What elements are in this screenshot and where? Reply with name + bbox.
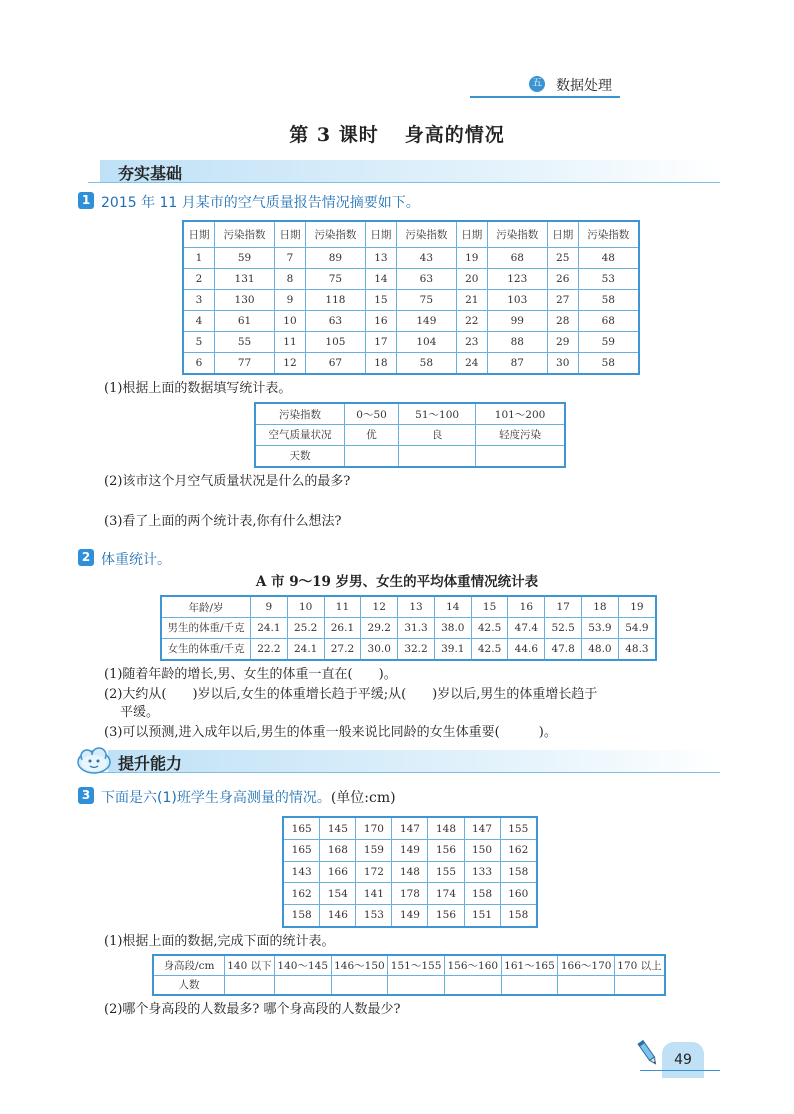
- table-cell: 59: [214, 248, 274, 269]
- table-cell: 22.2: [251, 638, 288, 660]
- table-cell: 162: [500, 840, 537, 862]
- table-cell: 99: [487, 310, 547, 331]
- table-cell: [225, 975, 275, 995]
- unit-title: 数据处理: [556, 78, 612, 94]
- table-cell: 151: [464, 904, 500, 927]
- table-cell: 63: [305, 310, 365, 331]
- table-cell: 77: [214, 352, 274, 374]
- table-cell: 2: [183, 268, 214, 289]
- table-cell: 158: [500, 904, 537, 927]
- table-cell: [615, 975, 666, 995]
- table-row: [255, 403, 565, 425]
- table-cell: 19: [456, 248, 487, 269]
- table-cell: 38.0: [434, 618, 471, 639]
- table-cell: 166～170: [558, 955, 615, 975]
- table-cell: 3: [183, 289, 214, 310]
- question-text: [101, 787, 396, 807]
- table-cell: 58: [396, 352, 456, 374]
- table-cell: 130: [214, 289, 274, 310]
- table-cell: 118: [305, 289, 365, 310]
- table-cell: 良: [399, 425, 476, 446]
- table-cell: 59: [578, 331, 639, 352]
- table-cell: 13: [398, 596, 435, 618]
- unit-badge: 五: [529, 76, 545, 92]
- table-cell: 53.9: [582, 618, 619, 639]
- lesson-number: 第 3 课时: [289, 124, 379, 146]
- table-cell: 158: [500, 861, 537, 883]
- table-cell: 165: [283, 817, 320, 840]
- table-cell: [345, 445, 399, 467]
- table-cell: 75: [396, 289, 456, 310]
- table-row: [183, 248, 639, 269]
- table-cell: 15: [471, 596, 508, 618]
- table-cell: 10: [275, 310, 306, 331]
- table-cell: 13: [366, 248, 397, 269]
- table-cell: 14: [434, 596, 471, 618]
- table-cell: 149: [396, 310, 456, 331]
- table-cell: 11: [275, 331, 306, 352]
- table-cell: 149: [392, 904, 428, 927]
- question-text: 体重统计。: [101, 552, 171, 568]
- table-row: [283, 883, 537, 905]
- table-cell: 149: [392, 840, 428, 862]
- table-row: [283, 904, 537, 927]
- table-cell: [274, 975, 331, 995]
- table-header-cell: 污染指数: [214, 221, 274, 248]
- table-cell: 67: [305, 352, 365, 374]
- table-cell: 155: [428, 861, 464, 883]
- table-header-cell: 污染指数: [578, 221, 639, 248]
- pencil-icon: [636, 1038, 660, 1068]
- table-cell: 39.1: [434, 638, 471, 660]
- table-cell: 55: [214, 331, 274, 352]
- table-cell: 140～145: [274, 955, 331, 975]
- table-cell: 25.2: [287, 618, 324, 639]
- table-row: [255, 445, 565, 467]
- table-cell: 161～165: [501, 955, 558, 975]
- question-sub-2: (2)大约从( )岁以后,女生的体重增长趋于平缓;从( )岁以后,男生的体重增长趋于: [104, 687, 598, 702]
- table-cell: 10: [287, 596, 324, 618]
- question-sub-2-cont: 平缓。: [120, 705, 160, 720]
- section-bar-advanced: [108, 750, 720, 772]
- table-cell: 30.0: [361, 638, 398, 660]
- table-cell: 51～100: [399, 403, 476, 425]
- table-cell: 女生的体重/千克: [161, 638, 251, 660]
- table-cell: 170 以上: [615, 955, 666, 975]
- question-text: 2015 年 11 月某市的空气质量报告情况摘要如下。: [101, 195, 420, 211]
- table-cell: 165: [283, 840, 320, 862]
- table-row: [283, 840, 537, 862]
- section-title-basic: 夯实基础: [118, 164, 183, 183]
- table-cell: 153: [356, 904, 392, 927]
- table-cell: 170: [356, 817, 392, 840]
- table-row: [153, 955, 665, 975]
- table-cell: 26: [547, 268, 578, 289]
- table-cell: 147: [392, 817, 428, 840]
- table-cell: 48.3: [618, 638, 656, 660]
- section-rule-basic: [88, 182, 720, 183]
- table-cell: 人数: [153, 975, 225, 995]
- table-cell: [444, 975, 501, 995]
- table-cell: 150: [464, 840, 500, 862]
- table-header-cell: 日期: [183, 221, 214, 248]
- table-cell: 158: [464, 883, 500, 905]
- table-cell: 48: [578, 248, 639, 269]
- question-number: 3: [78, 787, 94, 804]
- table-row: [183, 289, 639, 310]
- table-cell: 22: [456, 310, 487, 331]
- table-cell: 28: [547, 310, 578, 331]
- table-cell: 27.2: [324, 638, 361, 660]
- table-row: [161, 596, 656, 618]
- table-cell: 26.1: [324, 618, 361, 639]
- table-cell: 24.1: [287, 638, 324, 660]
- table-cell: 58: [578, 352, 639, 374]
- table-cell: 63: [396, 268, 456, 289]
- table-cell: 1: [183, 248, 214, 269]
- table-cell: 166: [320, 861, 356, 883]
- question-sub-1: (1)根据上面的数据填写统计表。: [104, 381, 292, 396]
- question-sub-1: (1)随着年龄的增长,男、女生的体重一直在( )。: [104, 667, 397, 682]
- table-cell: 29: [547, 331, 578, 352]
- table-cell: 优: [345, 425, 399, 446]
- table-cell: 空气质量状况: [255, 425, 345, 446]
- table-cell: 16: [366, 310, 397, 331]
- table-cell: 24: [456, 352, 487, 374]
- question-sub-2: (2)该市这个月空气质量状况是什么的最多?: [104, 474, 351, 489]
- table-cell: 7: [275, 248, 306, 269]
- table-cell: [331, 975, 388, 995]
- question-sub-2: (2)哪个身高段的人数最多? 哪个身高段的人数最少?: [104, 1002, 401, 1017]
- table-cell: 101～200: [476, 403, 565, 425]
- question-text-main: 下面是六(1)班学生身高测量的情况。: [101, 790, 331, 806]
- table-cell: 27: [547, 289, 578, 310]
- table-cell: 123: [487, 268, 547, 289]
- table-row: [153, 975, 665, 995]
- table-cell: 18: [582, 596, 619, 618]
- table-cell: 75: [305, 268, 365, 289]
- question-number: 2: [78, 549, 94, 566]
- weight-stat-table: [160, 595, 657, 661]
- table-cell: 178: [392, 883, 428, 905]
- table-cell: 25: [547, 248, 578, 269]
- table-cell: 159: [356, 840, 392, 862]
- question-sub-3: (3)可以预测,进入成年以后,男生的体重一般来说比同龄的女生体重要( )。: [104, 725, 557, 740]
- page-number-rule: [640, 1070, 720, 1071]
- section-title-advanced: 提升能力: [118, 754, 183, 773]
- table-cell: 42.5: [471, 638, 508, 660]
- table-cell: 154: [320, 883, 356, 905]
- table-cell: 89: [305, 248, 365, 269]
- table-cell: 156: [428, 904, 464, 927]
- table-header-cell: 日期: [275, 221, 306, 248]
- table-cell: 15: [366, 289, 397, 310]
- section-rule-advanced: [88, 772, 720, 773]
- section-bar-basic: [100, 160, 720, 182]
- table-cell: 4: [183, 310, 214, 331]
- table-cell: 58: [578, 289, 639, 310]
- height-stat-table: [152, 954, 666, 996]
- table-header-cell: 日期: [547, 221, 578, 248]
- table-cell: 133: [464, 861, 500, 883]
- table-cell: 30: [547, 352, 578, 374]
- table-cell: 6: [183, 352, 214, 374]
- table-cell: 68: [487, 248, 547, 269]
- table-row: [255, 425, 565, 446]
- table-cell: 轻度污染: [476, 425, 565, 446]
- table-cell: 污染指数: [255, 403, 345, 425]
- question-number: 1: [78, 192, 94, 209]
- table-cell: [476, 445, 565, 467]
- table-cell: 155: [500, 817, 537, 840]
- table-cell: 158: [283, 904, 320, 927]
- table-cell: 20: [456, 268, 487, 289]
- table-cell: 23: [456, 331, 487, 352]
- table-cell: 0～50: [345, 403, 399, 425]
- table-cell: 141: [356, 883, 392, 905]
- table-cell: 9: [275, 289, 306, 310]
- table-cell: 68: [578, 310, 639, 331]
- table-cell: 54.9: [618, 618, 656, 639]
- table-cell: 61: [214, 310, 274, 331]
- table-cell: 42.5: [471, 618, 508, 639]
- question-unit: (单位:cm): [330, 790, 396, 806]
- table-cell: 162: [283, 883, 320, 905]
- page-title: [0, 120, 794, 147]
- table-cell: [501, 975, 558, 995]
- table-cell: 43: [396, 248, 456, 269]
- table-cell: 21: [456, 289, 487, 310]
- table-cell: 年龄/岁: [161, 596, 251, 618]
- table-cell: [388, 975, 445, 995]
- table-row: [283, 861, 537, 883]
- table-cell: 47.8: [545, 638, 582, 660]
- table-header-cell: 日期: [366, 221, 397, 248]
- table-cell: 148: [428, 817, 464, 840]
- table-cell: 147: [464, 817, 500, 840]
- table-cell: 131: [214, 268, 274, 289]
- table-cell: [399, 445, 476, 467]
- table-cell: 8: [275, 268, 306, 289]
- table-header-cell: 污染指数: [305, 221, 365, 248]
- table-cell: 9: [251, 596, 288, 618]
- table-cell: 104: [396, 331, 456, 352]
- table-cell: 12: [361, 596, 398, 618]
- table-cell: 103: [487, 289, 547, 310]
- question-sub-1: (1)根据上面的数据,完成下面的统计表。: [104, 934, 335, 949]
- question-sub-3: (3)看了上面的两个统计表,你有什么想法?: [104, 514, 342, 529]
- lesson-title: 身高的情况: [404, 124, 505, 146]
- page-number: 49: [662, 1042, 704, 1078]
- table-cell: [558, 975, 615, 995]
- table-row: [183, 268, 639, 289]
- table-cell: 87: [487, 352, 547, 374]
- table-row: [183, 331, 639, 352]
- table-cell: 29.2: [361, 618, 398, 639]
- table-header-row: [183, 221, 639, 248]
- table-cell: 148: [392, 861, 428, 883]
- table-cell: 146: [320, 904, 356, 927]
- table-row: [183, 310, 639, 331]
- table-cell: 14: [366, 268, 397, 289]
- table-cell: 12: [275, 352, 306, 374]
- header-rule: [470, 96, 620, 98]
- table-header-cell: 污染指数: [487, 221, 547, 248]
- table-cell: 88: [487, 331, 547, 352]
- table-cell: 53: [578, 268, 639, 289]
- table-cell: 151～155: [388, 955, 445, 975]
- height-data-table: [282, 816, 538, 928]
- table-cell: 156～160: [444, 955, 501, 975]
- table-cell: 17: [366, 331, 397, 352]
- table-header-cell: 日期: [456, 221, 487, 248]
- table-row: [161, 618, 656, 639]
- table-cell: 32.2: [398, 638, 435, 660]
- table-cell: 男生的体重/千克: [161, 618, 251, 639]
- table-cell: 172: [356, 861, 392, 883]
- table-cell: 16: [508, 596, 545, 618]
- pollution-data-table: [182, 220, 640, 375]
- table-cell: 168: [320, 840, 356, 862]
- table-cell: 天数: [255, 445, 345, 467]
- table-cell: 160: [500, 883, 537, 905]
- air-quality-stat-table: [254, 402, 566, 468]
- table-row: [283, 817, 537, 840]
- table-title: A 市 9～19 岁男、女生的平均体重情况统计表: [255, 574, 539, 590]
- table-cell: 52.5: [545, 618, 582, 639]
- table-cell: 140 以下: [225, 955, 275, 975]
- table-cell: 19: [618, 596, 656, 618]
- table-cell: 48.0: [582, 638, 619, 660]
- table-cell: 31.3: [398, 618, 435, 639]
- table-row: [183, 352, 639, 374]
- table-cell: 身高段/cm: [153, 955, 225, 975]
- table-cell: 5: [183, 331, 214, 352]
- table-cell: 44.6: [508, 638, 545, 660]
- cloud-mascot-icon: [76, 744, 112, 776]
- table-cell: 174: [428, 883, 464, 905]
- table-cell: 143: [283, 861, 320, 883]
- table-cell: 18: [366, 352, 397, 374]
- table-header-cell: 污染指数: [396, 221, 456, 248]
- table-cell: 146～150: [331, 955, 388, 975]
- table-row: [161, 638, 656, 660]
- table-cell: 105: [305, 331, 365, 352]
- table-cell: 24.1: [251, 618, 288, 639]
- table-cell: 47.4: [508, 618, 545, 639]
- table-cell: 145: [320, 817, 356, 840]
- table-cell: 17: [545, 596, 582, 618]
- table-cell: 156: [428, 840, 464, 862]
- table-cell: 11: [324, 596, 361, 618]
